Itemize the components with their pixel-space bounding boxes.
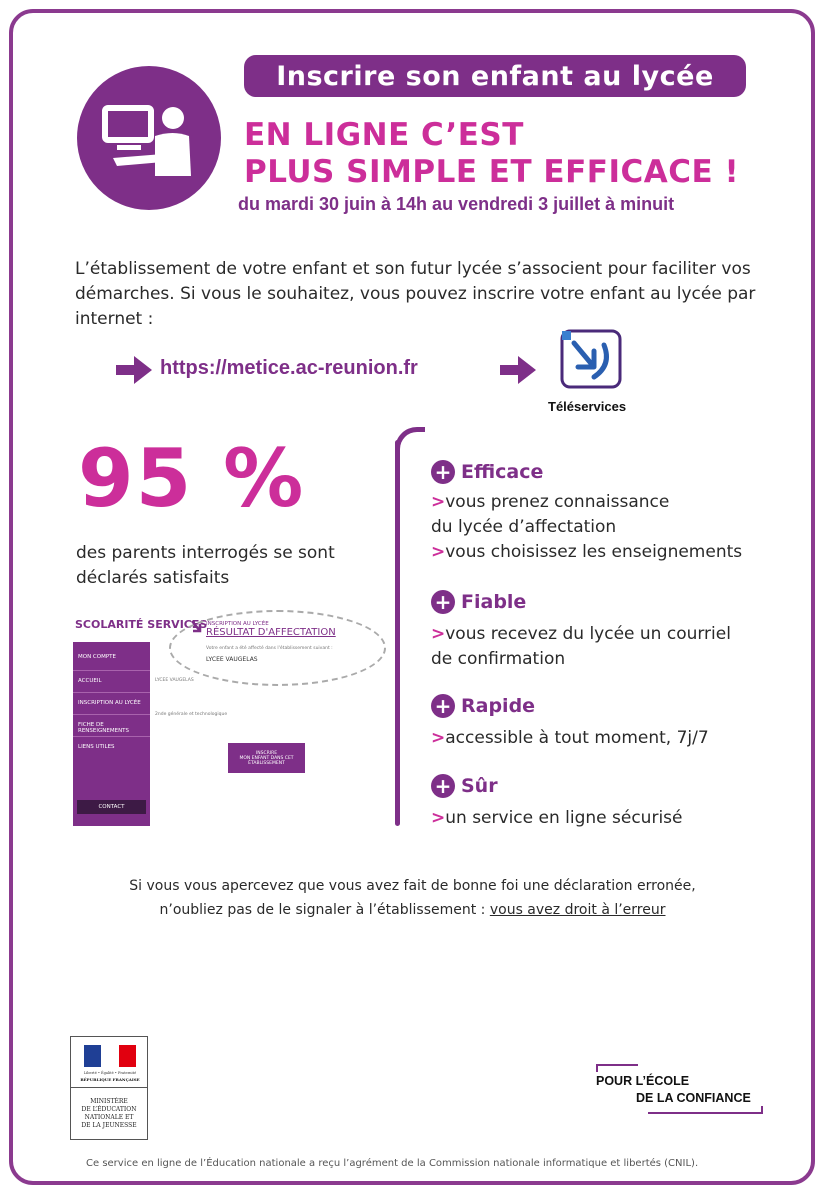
arrow-right-icon (116, 356, 152, 384)
arrow-right-icon (500, 356, 536, 384)
headline-line-2: PLUS SIMPLE ET EFFICACE ! (244, 154, 740, 190)
ministry-logo (70, 1036, 148, 1140)
right-to-error-link[interactable]: vous avez droit à l’erreur (489, 902, 666, 918)
headline-line-1: EN LIGNE C’EST (244, 117, 524, 153)
page-title: Inscrire son enfant au lycée (244, 55, 746, 97)
mock-sidebar (73, 642, 150, 826)
service-screenshot (73, 610, 389, 826)
feature-line: un service en ligne sécurisé (445, 808, 683, 828)
mock-subtitle: INSCRIPTION AU LYCÉE (206, 621, 269, 627)
headline (244, 117, 739, 191)
ministry-name-line: NATIONALE ET (84, 1114, 134, 1121)
teleservices-logo-icon[interactable] (560, 329, 622, 389)
mock-enroll-button (228, 743, 305, 773)
ministry-name-line: DE L’ÉDUCATION (81, 1106, 137, 1113)
feature-rapide: + Rapide >accessible à tout moment, 7j/7 (431, 694, 709, 748)
feature-line: du lycée d’affectation (431, 517, 617, 537)
mock-button-line2: MON ENFANT DANS CET ÉTABLISSEMENT (239, 756, 294, 766)
mock-button-line1: INSCRIRE (255, 751, 278, 756)
feature-efficace: + Efficace >vous prenez connaissance du lycée d’affectation >vous choisissez les enseignements (431, 460, 743, 562)
plus-icon: + (431, 590, 455, 614)
mock-menu-item: FICHE DE RENSEIGNEMENTS (78, 722, 130, 734)
mock-menu-item: ACCUEIL (78, 678, 102, 684)
intro-text: L’établissement de votre enfant et son futur lycée s’associent pour faciliter vos démarches. Si vous le souhaitez, vous pouvez inscrire votre enfant au lycée par internet : (75, 259, 756, 329)
metice-link[interactable]: https://metice.ac-reunion.fr (160, 357, 418, 379)
mock-info-text: Votre enfant a été affecté dans l'établissement suivant : (206, 646, 333, 651)
mock-brand: SCOLARITÉ SERVICES (75, 618, 208, 631)
plus-icon: + (431, 774, 455, 798)
satisfaction-caption: des parents interrogés se sont déclarés satisfaits (76, 543, 335, 588)
feature-title: Efficace (461, 461, 544, 483)
mock-menu-item: INSCRIPTION AU LYCÉE (78, 700, 141, 706)
feature-line: vous prenez connaissance (445, 492, 670, 512)
mock-track: 2nde générale et technologique (155, 712, 228, 717)
mock-menu-item: MON COMPTE (78, 654, 117, 660)
republic-name: RÉPUBLIQUE FRANÇAISE (80, 1077, 140, 1082)
feature-title: Rapide (461, 695, 536, 717)
marianne-flag-icon (84, 1045, 136, 1067)
slogan-line-1: POUR L’ÉCOLE (596, 1074, 690, 1088)
feature-line: vous choisissez les enseignements (445, 542, 743, 562)
feature-line: vous recevez du lycée un courriel (445, 624, 731, 644)
feature-title: Fiable (461, 591, 527, 613)
ministry-name (73, 1098, 145, 1130)
mock-result-title: RÉSULTAT D'AFFECTATION (206, 627, 336, 638)
mock-school-small: LYCEE VAUGELAS (155, 678, 194, 683)
satisfaction-percentage: 95 % (78, 432, 306, 525)
mock-school: LYCEE VAUGELAS (206, 656, 258, 663)
mock-menu-item: LIENS UTILES (78, 744, 115, 750)
vertical-divider (395, 440, 400, 826)
mock-contact-button: CONTACT (77, 800, 146, 814)
plus-icon: + (431, 460, 455, 484)
feature-sur: + Sûr >un service en ligne sécurisé (431, 774, 683, 828)
ministry-name-line: DE LA JEUNESSE (81, 1122, 137, 1129)
teleservices-label: Téléservices (548, 399, 627, 414)
republic-motto: Liberté • Égalité • Fraternité (83, 1071, 137, 1075)
notice-line-1: Si vous vous apercevez que vous avez fait de bonne foi une déclaration erronée, (129, 878, 696, 894)
enrollment-dates: du mardi 30 juin à 14h au vendredi 3 juillet à minuit (238, 194, 675, 214)
ministry-name-line: MINISTÈRE (90, 1098, 128, 1105)
cnil-footer: Ce service en ligne de l’Éducation nationale a reçu l’agrément de la Commission nationale informatique et libertés (CNIL). (86, 1158, 699, 1169)
plus-icon: + (431, 694, 455, 718)
result-arrow-icon (191, 620, 203, 634)
feature-line: accessible à tout moment, 7j/7 (445, 728, 709, 748)
feature-line: de confirmation (431, 649, 566, 669)
notice-line-2: n’oubliez pas de le signaler à l’établissement : (159, 902, 490, 918)
computer-user-icon (77, 66, 221, 210)
feature-fiable: + Fiable >vous recevez du lycée un courriel de confirmation (431, 588, 731, 672)
error-notice (60, 874, 765, 922)
slogan-line-2: DE LA CONFIANCE (636, 1091, 751, 1105)
feature-title: Sûr (461, 775, 498, 797)
